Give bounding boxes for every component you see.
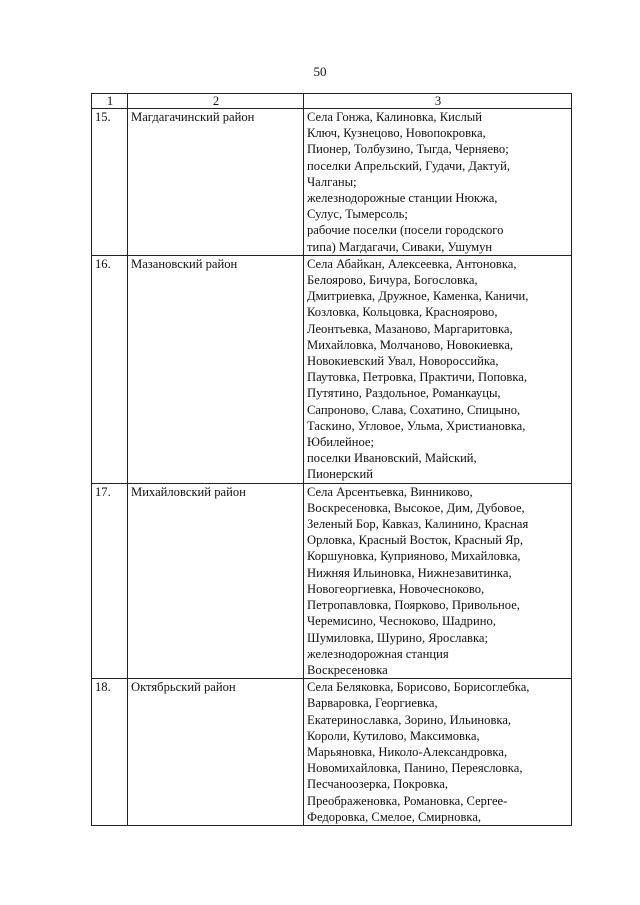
settlements-line: Варваровка, Георгиевка, bbox=[307, 696, 438, 711]
row-number: 16. bbox=[92, 255, 128, 483]
settlements-line: Коршуновка, Куприяново, Михайловка, bbox=[307, 549, 521, 564]
settlements-line: Черемисино, Чесноково, Шадрино, bbox=[307, 614, 496, 629]
settlements-line: Сулус, Тымерсоль; bbox=[307, 207, 408, 222]
district-name: Октябрьский район bbox=[128, 679, 304, 826]
settlements-line: Села Арсентьевка, Винниково, bbox=[307, 484, 473, 499]
settlements-line: Путятино, Раздольное, Романкауцы, bbox=[307, 386, 501, 401]
settlements-line: Новокиевский Увал, Новороссийка, bbox=[307, 354, 499, 369]
settlements-line: Воскресеновка bbox=[307, 662, 388, 677]
settlements-line: Села Абайкан, Алексеевка, Антоновка, bbox=[307, 256, 517, 271]
settlements-line: Новогеоргиевка, Новочесноково, bbox=[307, 581, 485, 596]
table-row bbox=[92, 483, 572, 678]
settlements-line: типа) Магдагачи, Сиваки, Ушумун bbox=[307, 239, 493, 254]
settlements-line: Воскресеновка, Высокое, Дим, Дубовое, bbox=[307, 500, 525, 515]
settlements-line: Юбилейное; bbox=[307, 435, 374, 450]
column-header-3: 3 bbox=[304, 94, 572, 109]
settlements-line: Села Беляковка, Борисово, Борисоглебка, bbox=[307, 680, 530, 695]
settlements-line: Таскино, Угловое, Ульма, Христиановка, bbox=[307, 418, 526, 433]
settlements-list bbox=[304, 483, 572, 678]
settlements-line: Паутовка, Петровка, Практичи, Поповка, bbox=[307, 370, 528, 385]
row-number: 18. bbox=[92, 679, 128, 826]
settlements-line: Шумиловка, Шурино, Ярославка; bbox=[307, 630, 488, 645]
settlements-line: Леонтьевка, Мазаново, Маргаритовка, bbox=[307, 321, 513, 336]
settlements-line: Марьяновка, Николо-Александровка, bbox=[307, 744, 508, 759]
settlements-line: Екатеринославка, Зорино, Ильиновка, bbox=[307, 712, 512, 727]
settlements-line: Зеленый Бор, Кавказ, Калинино, Красная bbox=[307, 517, 529, 532]
settlements-line: Села Гонжа, Калиновка, Кислый bbox=[307, 110, 482, 124]
table-row bbox=[92, 109, 572, 256]
settlements-line: Орловка, Красный Восток, Красный Яр, bbox=[307, 533, 523, 548]
settlements-line: Козловка, Кольцовка, Красноярово, bbox=[307, 305, 498, 320]
settlements-line: Преображеновка, Романовка, Сергее- bbox=[307, 793, 508, 808]
settlements-line: рабочие поселки (посели городского bbox=[307, 223, 504, 238]
row-number: 15. bbox=[92, 109, 128, 256]
settlements-line: Петропавловка, Поярково, Привольное, bbox=[307, 598, 520, 613]
settlements-line: Сапроново, Слава, Сохатино, Спицыно, bbox=[307, 402, 521, 417]
settlements-line: поселки Ивановский, Майский, bbox=[307, 451, 477, 466]
settlements-line: Ключ, Кузнецово, Новопокровка, bbox=[307, 126, 486, 141]
district-name: Мазановский район bbox=[128, 255, 304, 483]
settlements-list bbox=[304, 679, 572, 826]
settlements-line: Короли, Кутилово, Максимовка, bbox=[307, 728, 480, 743]
settlements-line: Белоярово, Бичура, Богословка, bbox=[307, 273, 478, 288]
district-name: Магдагачинский район bbox=[128, 109, 304, 256]
table-row bbox=[92, 679, 572, 826]
settlements-line: железнодорожные станции Нюкжа, bbox=[307, 191, 498, 206]
table-header-row bbox=[92, 94, 572, 109]
settlements-line: Дмитриевка, Дружное, Каменка, Каничи, bbox=[307, 289, 529, 304]
column-header-1: 1 bbox=[92, 94, 128, 109]
settlements-line: Пионер, Толбузино, Тыгда, Черняево; bbox=[307, 142, 509, 157]
column-header-2: 2 bbox=[128, 94, 304, 109]
table-row bbox=[92, 255, 572, 483]
page-number: 50 bbox=[313, 64, 327, 79]
settlements-line: Федоровка, Смелое, Смирновка, bbox=[307, 809, 482, 824]
settlements-list bbox=[304, 109, 572, 256]
settlements-list bbox=[304, 255, 572, 483]
district-name: Михайловский район bbox=[128, 483, 304, 678]
settlements-line: Нижняя Ильиновка, Нижнезавитинка, bbox=[307, 565, 512, 580]
settlements-line: Пионерский bbox=[307, 467, 373, 482]
settlements-line: Новомихайловка, Панино, Переясловка, bbox=[307, 761, 523, 776]
settlements-table bbox=[91, 93, 572, 826]
settlements-line: Михайловка, Молчаново, Новокиевка, bbox=[307, 337, 514, 352]
settlements-line: железнодорожная станция bbox=[307, 646, 449, 661]
settlements-line: поселки Апрельский, Гудачи, Дактуй, bbox=[307, 158, 511, 173]
settlements-line: Чалганы; bbox=[307, 174, 357, 189]
row-number: 17. bbox=[92, 483, 128, 678]
settlements-line: Песчаноозерка, Покровка, bbox=[307, 777, 448, 792]
